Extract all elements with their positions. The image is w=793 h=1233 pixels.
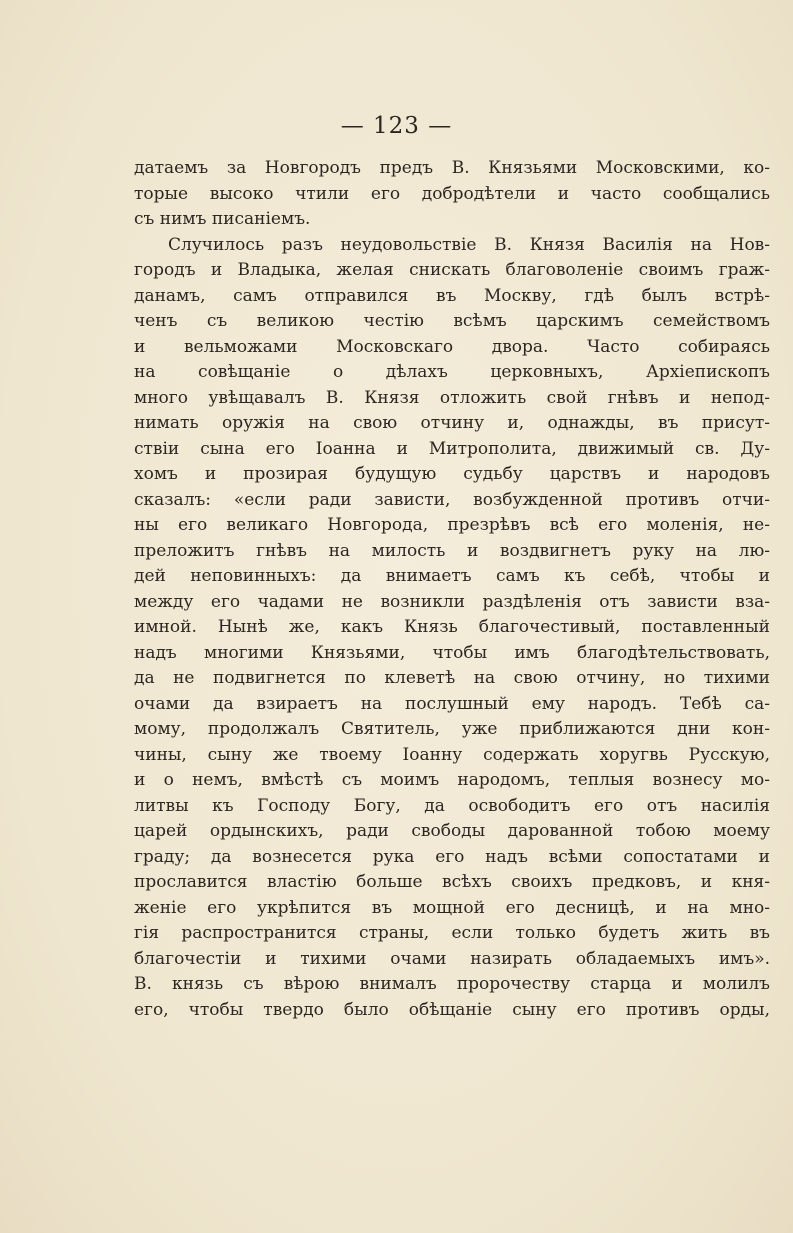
text-line: благочестіи и тихими очами назирать обладаемыхъ имъ». [134,948,770,969]
text-line: литвы къ Господу Богу, да освободитъ его отъ насилія [134,795,770,816]
text-line: прославится властію больше всѣхъ своихъ предковъ, и кня- [134,872,770,892]
text-line: очами да взираетъ на послушный ему народъ. Тебѣ са- [134,693,770,714]
text-line: преложитъ гнѣвъ на милость и воздвигнетъ руку на лю- [134,540,770,561]
text-line: его, чтобы твердо было обѣщаніе сыну его противъ орды, [134,999,770,1020]
text-line: царей ордынскихъ, ради свободы дарованной тобою моему [134,821,770,841]
text-line: имной. Нынѣ же, какъ Князь благочестивый, поставленный [134,617,770,637]
text-line: дей неповинныхъ: да внимаетъ самъ къ себѣ, чтобы и [134,566,770,586]
text-line: ствіи сына его Іоанна и Митрополита, движимый св. Ду- [134,438,770,459]
text-line: городъ и Владыка, желая снискать благоволеніе своимъ граж- [134,260,770,280]
paragraph-start-line: Случилось разъ неудовольствіе В. Князя Василія на Нов- [168,234,770,255]
text-line: хомъ и прозирая будущую судьбу царствъ и народовъ [134,464,770,484]
text-line: сказалъ: «если ради зависти, возбужденной противъ отчи- [134,489,770,510]
text-line: гія распространится страны, если только будетъ жить въ [134,923,770,943]
text-line: съ нимъ писаніемъ. [134,209,311,229]
text-line: датаемъ за Новгородъ предъ В. Князьями Московскими, ко- [134,158,770,178]
text-line: граду; да вознесется рука его надъ всѣми сопостатами и [134,846,770,867]
text-line: женіе его укрѣпится въ мощной его десницѣ, и на мно- [134,897,770,918]
text-line: надъ многими Князьями, чтобы имъ благодѣтельствовать, [134,642,770,663]
text-line: нимать оружія на свою отчину и, однажды, въ присут- [134,413,770,433]
text-line: ченъ съ великою честію всѣмъ царскимъ семействомъ [134,311,770,331]
text-line: да не подвигнется по клеветѣ на свою отчину, но тихими [134,668,770,688]
text-line: данамъ, самъ отправился въ Москву, гдѣ былъ встрѣ- [134,285,770,306]
text-line: много увѣщавалъ В. Князя отложить свой гнѣвъ и непод- [134,387,770,408]
text-line: между его чадами не возникли раздѣленія отъ зависти вза- [134,591,770,612]
text-line: ны его великаго Новгорода, презрѣвъ всѣ его моленія, не- [134,515,770,535]
text-line: торые высоко чтили его добродѣтели и часто сообщались [134,183,770,204]
text-line: на совѣщаніе о дѣлахъ церковныхъ, Архіепископъ [134,362,770,382]
text-line: и о немъ, вмѣстѣ съ моимъ народомъ, теплыя вознесу мо- [134,770,770,790]
page-body-text [134,156,770,1023]
page-number: — 123 — [340,113,453,139]
text-line: и вельможами Московскаго двора. Часто собираясь [134,336,770,357]
text-line: В. князь съ вѣрою внималъ пророчеству старца и молилъ [134,974,770,994]
text-line: чины, сыну же твоему Іоанну содержать хоругвь Русскую, [134,744,770,765]
text-line: мому, продолжалъ Святитель, уже приближаются дни кон- [134,719,770,739]
